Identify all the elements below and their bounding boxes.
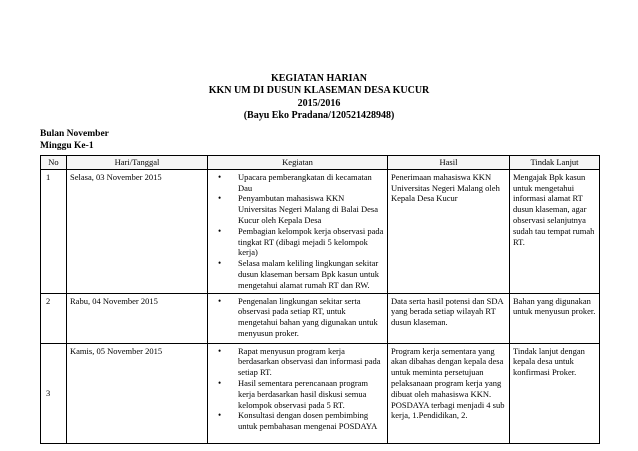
- activity-list: [211, 346, 384, 432]
- row-result: Data serta hasil potensi dan SDA yang berada setiap wilayah RT dusun klaseman.: [388, 293, 510, 343]
- row-number: 2: [41, 293, 67, 343]
- row-result: Penerimaan mahasiswa KKN Universitas Negeri Malang oleh Kepala Desa Kucur: [388, 169, 510, 293]
- row-follow-up: Bahan yang digunakan untuk menyusun proker.: [510, 293, 600, 343]
- row-date: Rabu, 04 November 2015: [67, 293, 208, 343]
- row-follow-up: Mengajak Bpk kasun untuk mengetahui informasi alamat RT dusun klaseman, agar observasi selanjutnya sudah tau tempat rumah RT.: [510, 169, 600, 293]
- activity-list: [211, 296, 384, 339]
- header-date: Hari/Tanggal: [67, 156, 208, 170]
- heading-subtitle: KKN UM DI DUSUN KLASEMAN DESA KUCUR: [208, 85, 430, 97]
- row-date: Kamis, 05 November 2015: [67, 343, 208, 443]
- document-meta: [40, 128, 109, 152]
- row-date: Selasa, 03 November 2015: [67, 169, 208, 293]
- table-row: [41, 169, 600, 293]
- table-row: [41, 293, 600, 343]
- list-item: • Upacara pemberangkatan di kecamatan Dau: [211, 172, 384, 194]
- header-activity: Kegiatan: [208, 156, 388, 170]
- heading-title: KEGIATAN HARIAN: [270, 73, 368, 84]
- activity-list: [211, 172, 384, 291]
- row-result: Program kerja sementara yang akan dibahas dengan kepala desa untuk meminta persetujuan pelaksanaan program kerja yang dibuat oleh mahasiswa KKN. POSDAYA terbagi menjadi 4 sub kerja, 1.Pendidikan, 2.: [388, 343, 510, 443]
- header-result: Hasil: [388, 156, 510, 170]
- list-item: • Hasil sementara perencanaan program kerja berdasarkan hasil diskusi semua kelompok observasi pada 5 RT.: [211, 378, 384, 410]
- row-follow-up: Tindak lanjut dengan kepala desa untuk konfirmasi Proker.: [510, 343, 600, 443]
- heading-year: 2015/2016: [297, 97, 341, 109]
- list-item: • Selasa malam keliling lingkungan sekitar dusun klaseman bersam Bpk kasun untuk mengetahui alamat rumah RT dan RW.: [211, 258, 384, 290]
- meta-month: Bulan November: [40, 129, 109, 139]
- list-item: • Pembagian kelompok kerja observasi pada tingkat RT (dibagi mejadi 5 kelompok kerja): [211, 226, 384, 258]
- activity-table: [40, 155, 600, 444]
- row-activities: [208, 293, 388, 343]
- document-heading: [0, 73, 638, 123]
- row-number: 1: [41, 169, 67, 293]
- row-activities: [208, 169, 388, 293]
- table-header-row: [41, 156, 600, 170]
- list-item: • Pengenalan lingkungan sekitar serta observasi pada setiap RT, untuk mengetahui bahan yang digunakan untuk menyusun proker.: [211, 296, 384, 339]
- meta-week: Minggu Ke-1: [40, 141, 94, 151]
- row-activities: [208, 343, 388, 443]
- table-row: [41, 343, 600, 443]
- heading-author: (Bayu Eko Pradana/120521428948): [243, 110, 395, 122]
- row-number: 3: [41, 343, 67, 443]
- header-follow-up: Tindak Lanjut: [510, 156, 600, 170]
- header-no: No: [41, 156, 67, 170]
- list-item: • Penyambutan mahasiswa KKN Universitas Negeri Malang di Balai Desa Kucur oleh Kepala Desa: [211, 193, 384, 225]
- list-item: • Konsultasi dengan dosen pembimbing untuk pembahasan mengenai POSDAYA: [211, 410, 384, 432]
- list-item: • Rapat menyusun program kerja berdasarkan observasi dan informasi pada setiap RT.: [211, 346, 384, 378]
